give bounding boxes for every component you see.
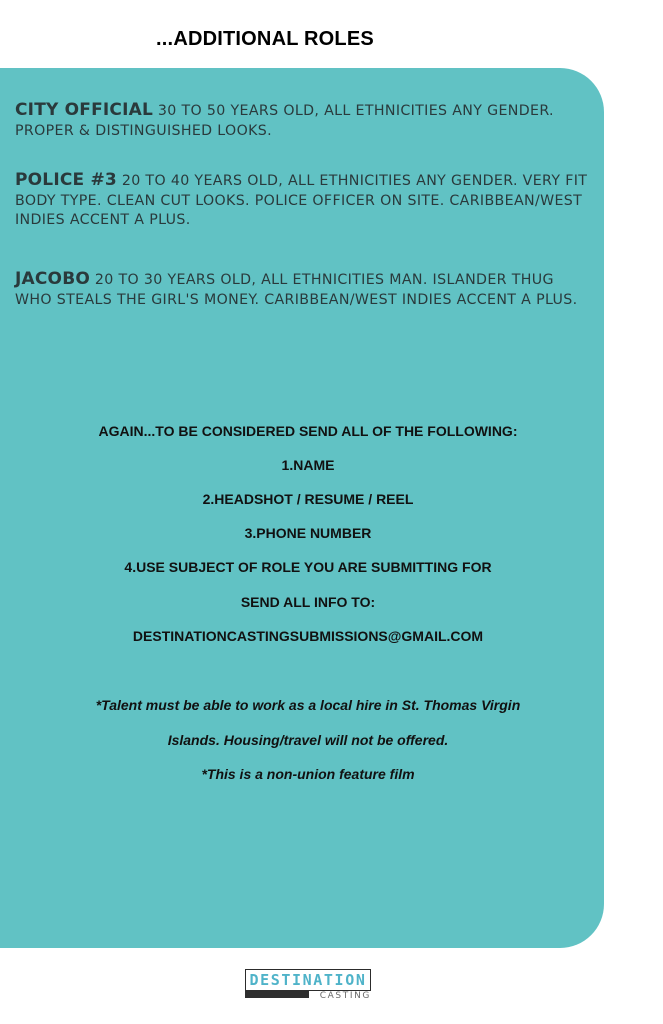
send-info-label: SEND ALL INFO TO:: [240, 594, 376, 610]
role-name: POLICE #3: [15, 170, 117, 190]
logo-wordmark: DESTINATION: [245, 969, 371, 991]
logo-subtitle: CASTING: [319, 991, 371, 1001]
submission-item-phone: 3.PHONE NUMBER: [244, 525, 372, 541]
submission-item-headshot: 2.HEADSHOT / RESUME / REEL: [202, 491, 414, 507]
submission-heading: AGAIN...TO BE CONSIDERED SEND ALL OF THE FOLLOWING:: [98, 423, 518, 439]
destination-casting-logo: [245, 969, 371, 1007]
role-name: CITY OFFICIAL: [15, 100, 154, 120]
note-housing: Islands. Housing/travel will not be offered.: [167, 732, 449, 748]
note-local-hire: *Talent must be able to work as a local hire in St. Thomas Virgin: [95, 697, 521, 713]
role-police-3: [15, 171, 590, 231]
role-name: JACOBO: [15, 269, 91, 289]
submission-email[interactable]: DESTINATIONCASTINGSUBMISSIONS@GMAIL.COM: [132, 628, 484, 644]
page-title: ...ADDITIONAL ROLES: [156, 28, 374, 50]
note-non-union: *This is a non-union feature film: [201, 766, 415, 782]
submission-item-subject: 4.USE SUBJECT OF ROLE YOU ARE SUBMITTING FOR: [124, 559, 492, 575]
role-description: 20 TO 40 YEARS OLD, ALL ETHNICITIES ANY GENDER. VERY FIT BODY TYPE. CLEAN CUT LOOKS. POLICE OFFICER ON SITE. CARIBBEAN/WEST INDIES ACCENT A PLUS.: [15, 173, 588, 228]
role-jacobo: [15, 270, 590, 310]
role-description: 20 TO 30 YEARS OLD, ALL ETHNICITIES MAN. ISLANDER THUG WHO STEALS THE GIRL'S MONEY. CARIBBEAN/WEST INDIES ACCENT A PLUS.: [15, 272, 578, 308]
submission-item-name: 1.NAME: [281, 457, 335, 473]
role-city-official: [15, 101, 590, 141]
logo-bar: [245, 990, 309, 998]
role-description: 30 TO 50 YEARS OLD, ALL ETHNICITIES ANY GENDER. PROPER & DISTINGUISHED LOOKS.: [15, 103, 554, 139]
